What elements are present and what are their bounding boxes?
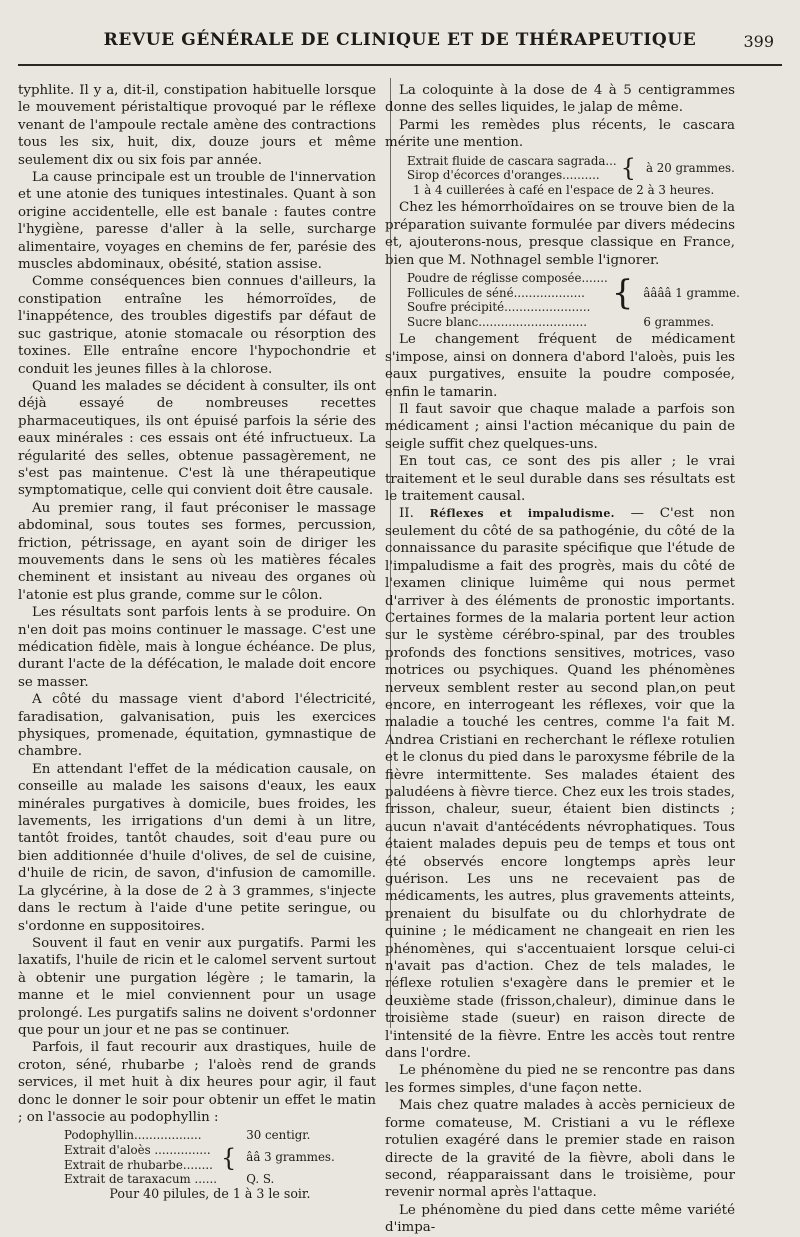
rx-ingredient: Soufre précipité....................... <box>407 300 591 315</box>
rx-ingredient: Extrait de taraxacum ...... <box>64 1172 217 1187</box>
paragraph: En attendant l'effet de la médication causale, on conseille au malade les saisons d'eaux, les eaux minérales purgatives à domicile, bues froides, les lavements, les irrigations d'un demi à un litre, tantôt froides, tantôt chaudes, soit d'eau pure ou bien additionnée d'huile d'olives, de sel de cuisine, d'huile de ricin, de savon, d'infusion de camomille. La glycérine, à la dose de 2 à 3 grammes, s'injecte dans le rectum à l'aide d'une petite seringue, ou s'ordonne en suppositoires. <box>18 761 376 934</box>
paragraph: Souvent il faut en venir aux purgatifs. Parmi les laxatifs, l'huile de ricin et le calomel servent surtout à obtenir une purgation légère ; le tamarin, la manne et le miel conviennent pour un usage prolongé. Les purgatifs salins ne doivent s'ordonner que pour un jour et ne pas se continuer. <box>18 935 376 1038</box>
paragraph: Comme conséquences bien connues d'ailleurs, la constipation entraîne les hémorroïdes, de l'inappétence, des troubles digestifs par défaut de suc gastrique, atonie stomacale ou résorption des toxines. Elle entraîne encore l'hypochondrie et conduit les jeunes filles à la chlorose. <box>18 274 376 377</box>
section-text: — C'est non seulement du côté de sa pathogénie, du côté de la connaissance du parasite spécifique que l'étude de l'impaludisme a fait des progrès, mais du côté de l'examen clinique luimême qui nous permet d'arriver à des éléments de pronostic importants. Certaines formes de la malaria portent leur action sur le système cérébro-spinal, par des troubles profonds des fonctions sensitives, motrices, vaso motrices ou psychiques. Quand les phénomènes nerveux semblent rester au second plan,on peut encore, en interrogeant les réflexes, voir que la maladie a touché les centres, comme l'a fait M. Andrea Cristiani en recherchant le réflexe rotulien et le clonus du pied dans le paroxysme fébrile de la fièvre intermittente. Ses malades étaient des paludéens à fièvre tierce. Chez eux les trois stades, frisson, chaleur, sueur, étaient bien distincts ; aucun n'avait d'antécédents névrophatiques. Tous étaient malades depuis peu de temps et tous ont été observés encore longtemps après leur guérison. Les uns ne recevaient pas de médicaments, les autres, plus gravements atteints, prenaient du bisulfate ou du chlorhydrate de quinine ; le médicament ne changeait en rien les phénomènes, qui s'accentuaient lorsque celui-ci n'avait pas d'action. Chez de tels malades, le réflexe rotulien s'exagère dans le premier et le deuxième stade (frisson,chaleur), diminue dans le troisième stade (sueur) en raison directe de l'intensité de la fièvre. Entre les accès tout rentre dans l'ordre. <box>385 506 736 1062</box>
paragraph: Le changement fréquent de médicament s'impose, ainsi on donnera d'abord l'aloès, puis les eaux purgatives, ensuite la poudre composée, enfin le tamarin. <box>385 332 735 400</box>
section-paragraph <box>385 505 735 1062</box>
rx-dose: 30 centigr. <box>246 1128 311 1143</box>
paragraph: En tout cas, ce sont des pis aller ; le vrai traitement et le seul durable dans ses résultats est le traitement causal. <box>385 454 735 505</box>
rx-ingredient: Podophyllin.................. <box>64 1128 202 1143</box>
rx-ingredient: Extrait de rhubarbe........ <box>64 1157 213 1172</box>
paragraph: typhlite. Il y a, dit-il, constipation habituelle lorsque le mouvement péristaltique provoqué par le réflexe venant de l'ampoule rectale amène des contractions tous les six, huit, dix, douze jours et même seulement dix ou six fois par année. <box>18 83 376 168</box>
right-column <box>385 82 740 1236</box>
running-header <box>18 24 782 58</box>
rx-instructions: Pour 40 pilules, de 1 à 3 le soir. <box>109 1185 311 1201</box>
prescription-cascara <box>407 154 735 198</box>
rx-dose: Q. S. <box>246 1172 275 1187</box>
prescription-powder <box>407 271 740 329</box>
section-number: II. <box>399 506 430 522</box>
rx-ingredient: Follicules de séné................... <box>407 285 585 300</box>
rx-ingredient: Poudre de réglisse composée....... <box>407 271 608 286</box>
rx-dose: ââ 3 grammes. <box>246 1150 335 1165</box>
journal-title: REVUE GÉNÉRALE DE CLINIQUE ET DE THÉRAPEUTIQUE <box>103 30 697 50</box>
rx-ingredient: Sirop d'écorces d'oranges.......... <box>407 168 600 183</box>
paragraph: A côté du massage vient d'abord l'électricité, faradisation, galvanisation, puis les exercices physiques, promenade, équitation, gymnastique de chambre. <box>18 692 376 760</box>
brace: { <box>221 1143 237 1172</box>
paragraph: Chez les hémorrhoïdaires on se trouve bien de la préparation suivante formulée par divers médecins et, ajouterons-nous, presque classique en France, bien que M. Nothnagel semble l'ignorer. <box>385 200 735 268</box>
rx-ingredient: Extrait fluide de cascara sagrada... <box>407 153 617 168</box>
paragraph: Mais chez quatre malades à accès pernicieux de forme comateuse, M. Cristiani a vu le réflexe rotulien exagéré dans le premier stade en raison directe de la gravité de la fièvre, aboli dans le second, réapparaissant dans le troisième, pour revenir normal après l'attaque. <box>385 1098 735 1201</box>
paragraph: La cause principale est un trouble de l'innervation et une atonie des tuniques intestinales. Quant à son origine accidentelle, elle est banale : fautes contre l'hygiène, paresse d'aller à la selle, surcharge alimentaire, voyages en chemins de fer, parésie des muscles abdominaux, obésité, station assise. <box>18 170 376 273</box>
paragraph: Au premier rang, il faut préconiser le massage abdominal, sous toutes ses formes, percussion, friction, pétrissage, en ayant soin de diriger les mouvements dans le sens où les matières fécales cheminent et insistant au niveau des organes où l'atonie est plus grande, comme sur le côlon. <box>18 500 376 603</box>
section-heading: Réflexes et impaludisme. <box>429 507 615 521</box>
paragraph: Le phénomène du pied ne se rencontre pas dans les formes simples, d'une façon nette. <box>385 1063 735 1096</box>
rx-dose: ââââ 1 gramme. <box>643 285 740 300</box>
paragraph: La coloquinte à la dose de 4 à 5 centigrammes donne des selles liquides, le jalap de même. <box>385 83 735 116</box>
paragraph: Parmi les remèdes plus récents, le cascara mérite une mention. <box>385 117 735 151</box>
rx-ingredient: Extrait d'aloès ............... <box>64 1142 211 1157</box>
rx-ingredient: Sucre blanc............................. <box>407 314 587 329</box>
prescription-podophyllin <box>64 1128 376 1201</box>
header-rule <box>18 64 782 66</box>
paragraph: Parfois, il faut recourir aux drastiques, huile de croton, séné, rhubarbe ; l'aloès rend de grands services, il met huit à dix heures pour agir, il faut donc le donner le soir pour obtenir un effet le matin ; on l'associe au podophyllin : <box>18 1040 376 1125</box>
paragraph: Les résultats sont parfois lents à se produire. On n'en doit pas moins continuer le massage. C'est une médication fidèle, mais à longue échéance. De plus, durant l'acte de la défécation, le malade doit encore se masser. <box>18 605 376 690</box>
page-number: 399 <box>743 32 774 51</box>
left-column <box>18 82 376 1201</box>
brace: { <box>611 272 634 313</box>
rx-dose: 6 grammes. <box>643 314 715 329</box>
paragraph: Il faut savoir que chaque malade a parfois son médicament ; ainsi l'action mécanique du pain de seigle suffit chez quelques-uns. <box>385 402 735 452</box>
paragraph: Quand les malades se décident à consulter, ils ont déjà essayé de nombreuses recettes pharmaceutiques, ils ont épuisé parfois la série des eaux minérales : ces essais ont été infructueux. La régularité des selles, obtenue passagèrement, ne s'est pas maintenue. C'est là une thérapeutique symptomatique, celle qui convient doit être causale. <box>18 378 376 499</box>
brace: { <box>620 154 636 183</box>
rx-dose: à 20 grammes. <box>645 160 735 175</box>
rx-instructions: 1 à 4 cuillerées à café en l'espace de 2 à 3 heures. <box>413 182 715 197</box>
paragraph: Le phénomène du pied dans cette même variété d'impa- <box>385 1202 735 1236</box>
